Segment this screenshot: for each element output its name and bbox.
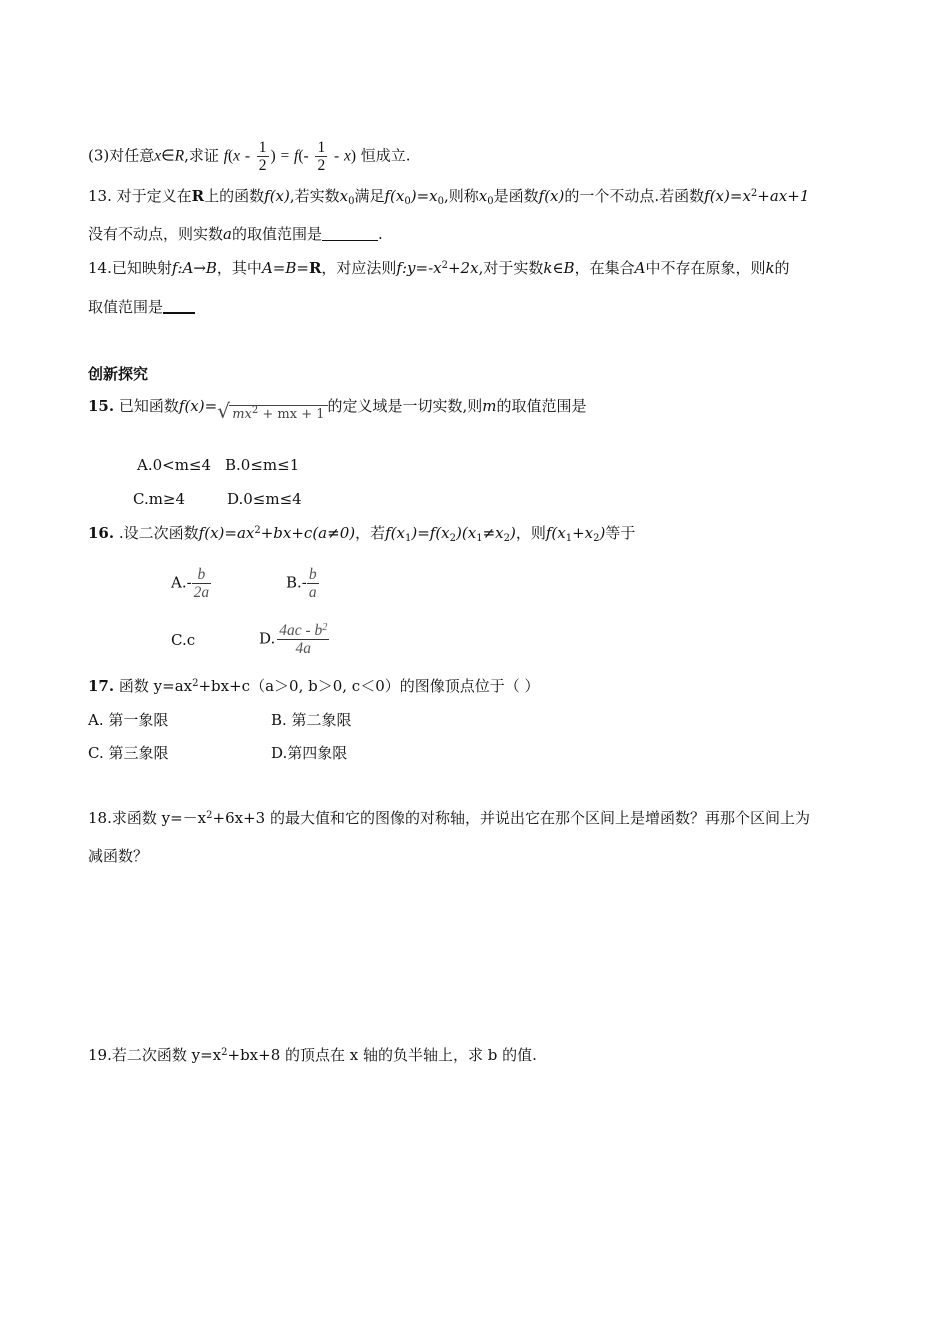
fraction-half: $\frac{1}{2}$ [258,139,267,174]
q3-line: (3)对任意x∈R,求证 f(x - $\frac{1}{2}$ ) = f(- $\frac{1}{2}$ - x) 恒成立. [88,139,411,174]
q15-option-a[interactable]: A.0<m≤4 [137,456,212,474]
fraction: $\frac{b}{2a}$ [193,566,210,601]
sqrt-expression: √ $mx^2$ + mx + 1 [217,405,327,425]
q14-line1: 14.已知映射f:A→B，其中A=B=R，对应法则$f:y=-x^2+2x$,对于实数k∈B，在集合A中不存在原象，则k的 [88,259,790,277]
section-title: 创新探究 [88,365,149,383]
answer-blank[interactable] [322,226,378,241]
q16-option-a[interactable]: A.- $\frac{b}{2a}$ [171,566,210,601]
q14-line2: 取值范围是 [88,297,195,317]
q17-option-d[interactable]: D.第四象限 [271,744,348,762]
q15-option-b[interactable]: B.0≤m≤1 [225,456,300,474]
q17-option-a[interactable]: A. 第一象限 [88,711,169,729]
q15-line: 15. 已知函数f(x)= √ $mx^2$ + mx + 1 的定义域是一切实数,则m的取值范围是 [88,397,587,423]
q19-line: 19.若二次函数 $y=x^2+bx+8$ 的顶点在 x 轴的负半轴上，求 b 的值. [88,1046,537,1064]
q16-line: 16. .设二次函数$f(x)=ax^2+bx+c(a\ne 0)$，若$f(x_1)=f(x_2)(x_1\ne x_2)$，则$f(x_1+x_2)$等于 [88,524,636,544]
q17-option-c[interactable]: C. 第三象限 [88,744,169,762]
q16-option-c[interactable]: C.c [171,631,196,649]
q13-line2: 没有不动点，则实数a的取值范围是 . [88,225,383,243]
q13-line1: 13. 对于定义在R上的函数f(x),若实数$x_0$满足$f(x_0)=x_0$,则称$x_0$是函数f(x)的一个不动点.若函数$f(x)=x^2+ax+1$ [88,187,810,207]
q16-option-d[interactable]: D. $\frac{4ac - b^2}{4a}$ [259,622,328,657]
q18-line2: 减函数？ [88,847,149,865]
q17-line: 17. 函数 $y=ax^2+bx+c(a>0$, b＞0, c＜0）的图像顶点位于（ ） [88,677,540,695]
fraction: $\frac{4ac - b^2}{4a}$ [279,622,328,657]
q18-line1: 18.求函数 $y=-x^2+6x+3$ 的最大值和它的图像的对称轴，并说出它在那个区间上是增函数？再那个区间上为 [88,809,810,827]
answer-blank[interactable] [163,298,195,314]
q17-option-b[interactable]: B. 第二象限 [271,711,352,729]
fraction-half: $\frac{1}{2}$ [317,139,326,174]
q15-option-c[interactable]: C.m≥4 [133,490,186,508]
q16-option-b[interactable]: B.- $\frac{b}{a}$ [286,566,317,601]
fraction: $\frac{b}{a}$ [308,566,317,601]
q15-option-d[interactable]: D.0≤m≤4 [227,490,302,508]
